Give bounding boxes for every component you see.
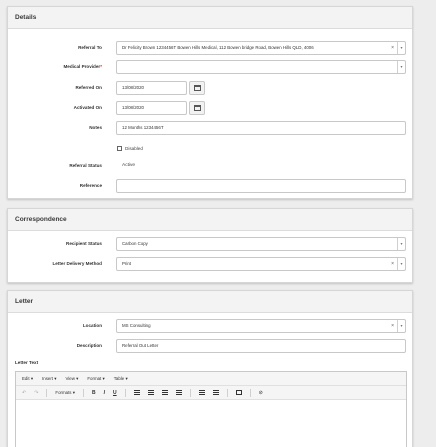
disabled-checkbox[interactable] <box>117 146 122 151</box>
toolbar-divider <box>46 389 47 397</box>
align-center-icon[interactable] <box>148 390 154 395</box>
toolbar-divider <box>250 389 251 397</box>
correspondence-panel <box>7 208 413 283</box>
menu-table[interactable] <box>114 376 128 382</box>
editor-menubar <box>16 372 406 386</box>
recipient-status-row <box>8 237 412 251</box>
menu-table-label: Table <box>113 375 125 381</box>
align-right-icon[interactable] <box>162 390 168 395</box>
underline-button[interactable]: U <box>112 389 117 396</box>
indent-icon[interactable] <box>213 390 219 395</box>
referral-to-select[interactable] <box>116 41 406 55</box>
referral-status-row <box>8 159 412 173</box>
details-title: Details <box>8 7 412 29</box>
toolbar-divider <box>227 389 228 397</box>
chevron-down-icon: ▾ <box>125 375 128 381</box>
clear-icon[interactable]: × <box>391 45 394 51</box>
menu-view[interactable] <box>65 376 78 382</box>
menu-view-label: View <box>65 375 75 381</box>
letter-delivery-value: Print <box>122 261 132 266</box>
activated-on-row <box>8 101 412 115</box>
toolbar-divider <box>125 389 126 397</box>
undo-icon[interactable]: ↶ <box>22 389 27 396</box>
chevron-down-icon: ▾ <box>76 375 79 381</box>
disabled-label: Disabled <box>125 146 143 151</box>
letter-delivery-select[interactable] <box>116 257 406 271</box>
editor-toolbar <box>16 386 406 400</box>
location-row <box>8 319 412 333</box>
letter-text-label: Letter Text <box>15 360 39 365</box>
align-left-icon[interactable] <box>134 390 140 395</box>
reference-input[interactable] <box>116 179 406 193</box>
medical-provider-label-text: Medical Provider <box>63 64 101 69</box>
required-mark: * <box>100 64 102 69</box>
activated-on-label: Activated On <box>73 105 102 110</box>
menu-insert-label: Insert <box>42 375 54 381</box>
chevron-down-icon: ▾ <box>30 375 34 381</box>
details-panel <box>7 6 413 199</box>
menu-edit-label: Edit <box>22 375 30 381</box>
menu-insert[interactable] <box>42 376 56 382</box>
align-justify-icon[interactable] <box>176 390 182 395</box>
link-icon[interactable]: ⊘ <box>258 389 263 396</box>
table-icon[interactable] <box>236 390 242 395</box>
description-input[interactable]: Referral Out Letter <box>116 339 406 353</box>
notes-input[interactable]: 12 Months 1234456T <box>116 121 406 135</box>
correspondence-title: Correspondence <box>8 209 412 231</box>
disabled-row <box>8 142 412 156</box>
recipient-status-label: Recipient Status <box>66 241 102 246</box>
menu-edit[interactable] <box>22 376 33 382</box>
location-select[interactable] <box>116 319 406 333</box>
referral-status-value: Active <box>122 163 136 168</box>
referral-to-label: Referral To <box>78 45 102 50</box>
activated-on-calendar-button[interactable] <box>189 101 205 115</box>
description-row <box>8 339 412 353</box>
italic-button[interactable]: I <box>103 389 105 396</box>
letter-panel <box>7 290 413 447</box>
notes-label: Notes <box>89 125 102 130</box>
medical-provider-label <box>63 60 102 74</box>
reference-label: Reference <box>79 183 102 188</box>
location-label: Location <box>82 323 102 328</box>
chevron-down-icon[interactable]: ▾ <box>397 61 405 73</box>
toolbar-divider <box>190 389 191 397</box>
letter-delivery-row <box>8 257 412 271</box>
description-label: Description <box>76 343 102 348</box>
location-value: MS Consulting <box>122 323 151 328</box>
menu-format[interactable] <box>87 376 104 382</box>
letter-delivery-label: Letter Delivery Method <box>52 261 102 266</box>
referred-on-date-input[interactable]: 13/08/2020 <box>116 81 187 95</box>
toolbar-divider <box>83 389 84 397</box>
chevron-down-icon: ▾ <box>54 375 57 381</box>
medical-provider-row <box>8 60 412 74</box>
letter-title: Letter <box>8 291 412 313</box>
clear-icon[interactable]: × <box>391 261 394 267</box>
referral-to-value: Dr Felicity Brown 1234456T Bowen Hills Medical, 112 Bowen bridge Road, Bowen Hills QLD, 4006 <box>122 45 314 50</box>
outdent-icon[interactable] <box>199 390 205 395</box>
chevron-down-icon[interactable]: ▾ <box>397 320 405 332</box>
medical-provider-select[interactable] <box>116 60 406 74</box>
chevron-down-icon[interactable]: ▾ <box>397 258 405 270</box>
reference-row <box>8 179 412 193</box>
activated-on-date-input[interactable]: 13/08/2020 <box>116 101 187 115</box>
referred-on-label: Referred On <box>75 85 102 90</box>
bold-button[interactable]: B <box>91 389 96 396</box>
clear-icon[interactable]: × <box>391 323 394 329</box>
chevron-down-icon: ▾ <box>72 389 75 395</box>
formats-label: Formats <box>55 389 72 395</box>
redo-icon[interactable]: ↷ <box>34 389 39 396</box>
recipient-status-select[interactable] <box>116 237 406 251</box>
recipient-status-value: Carbon Copy <box>122 241 148 246</box>
referred-on-row <box>8 81 412 95</box>
letter-text-editor[interactable] <box>15 371 407 447</box>
menu-format-label: Format <box>87 375 102 381</box>
referred-on-calendar-button[interactable] <box>189 81 205 95</box>
notes-row <box>8 121 412 135</box>
chevron-down-icon[interactable]: ▾ <box>397 238 405 250</box>
formats-dropdown[interactable] <box>55 390 75 396</box>
calendar-icon <box>194 85 201 91</box>
chevron-down-icon[interactable]: ▾ <box>397 42 405 54</box>
chevron-down-icon: ▾ <box>102 375 105 381</box>
editor-content-area[interactable] <box>16 400 406 447</box>
referral-to-row <box>8 41 412 55</box>
referral-status-label: Referral Status <box>69 163 102 168</box>
calendar-icon <box>194 105 201 111</box>
